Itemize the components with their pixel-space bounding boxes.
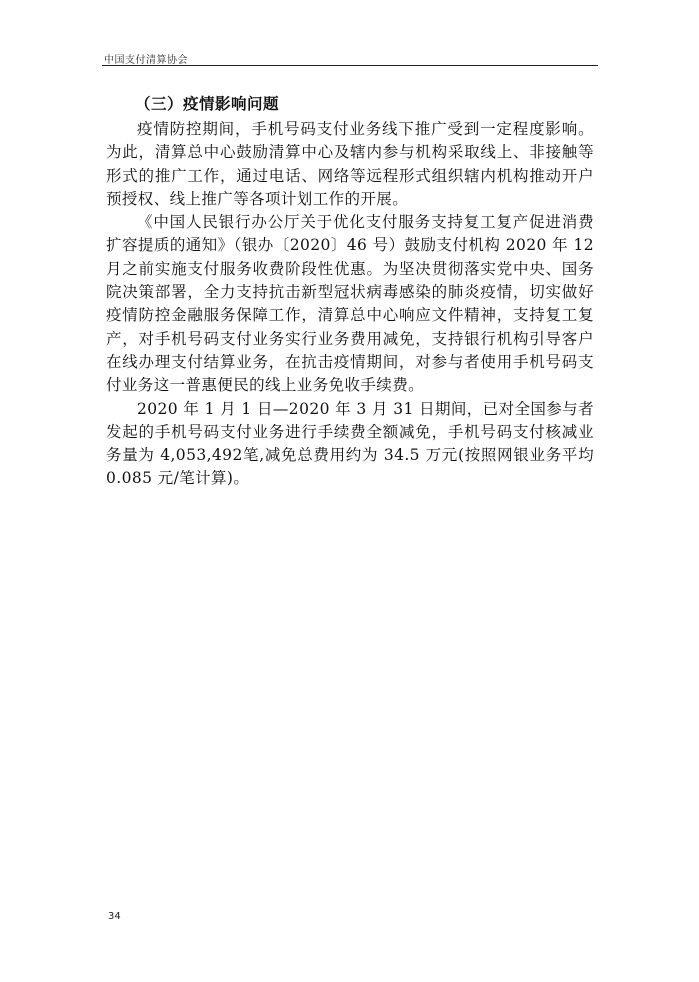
paragraph-2: 《中国人民银行办公厅关于优化支付服务支持复工复产促进消费扩容提质的通知》（银办〔2020〕46 号）鼓励支付机构 2020 年 12 月之前实施支付服务收费阶段性优惠。为坚决贯彻落实党中央、国务院决策部署，全力支持抗击新型冠状病毒感染的肺炎疫情，切实做好疫情防控金融服务保障工作，清算总中心响应文件精神，支持复工复产，对手机号码支付业务实行业务费用减免，支持银行机构引导客户在线办理支付结算业务，在抗击疫情期间，对参与者使用手机号码支付业务这一普惠便民的线上业务免收手续费。 (106, 213, 594, 395)
page-header: 中国支付清算协会 (104, 55, 188, 66)
paragraph-1: 疫情防控期间，手机号码支付业务线下推广受到一定程度影响。为此，清算总中心鼓励清算中心及辖内参与机构采取线上、非接触等形式的推广工作，通过电话、网络等远程形式组织辖内机构推动开户预授权、线上推广等各项计划工作的开展。 (106, 120, 594, 208)
page-number: 34 (108, 911, 121, 922)
header-divider (102, 65, 598, 66)
section-title: （三）疫情影响问题 (135, 95, 280, 113)
paragraph-3: 2020 年 1 月 1 日—2020 年 3 月 31 日期间，已对全国参与者发起的手机号码支付业务进行手续费全额减免，手机号码支付核减业务量为 4,053,492笔,减免总费用约为 34.5 万元(按照网银业务平均 0.085 元/笔计算)。 (106, 399, 594, 488)
body-text (106, 118, 594, 491)
